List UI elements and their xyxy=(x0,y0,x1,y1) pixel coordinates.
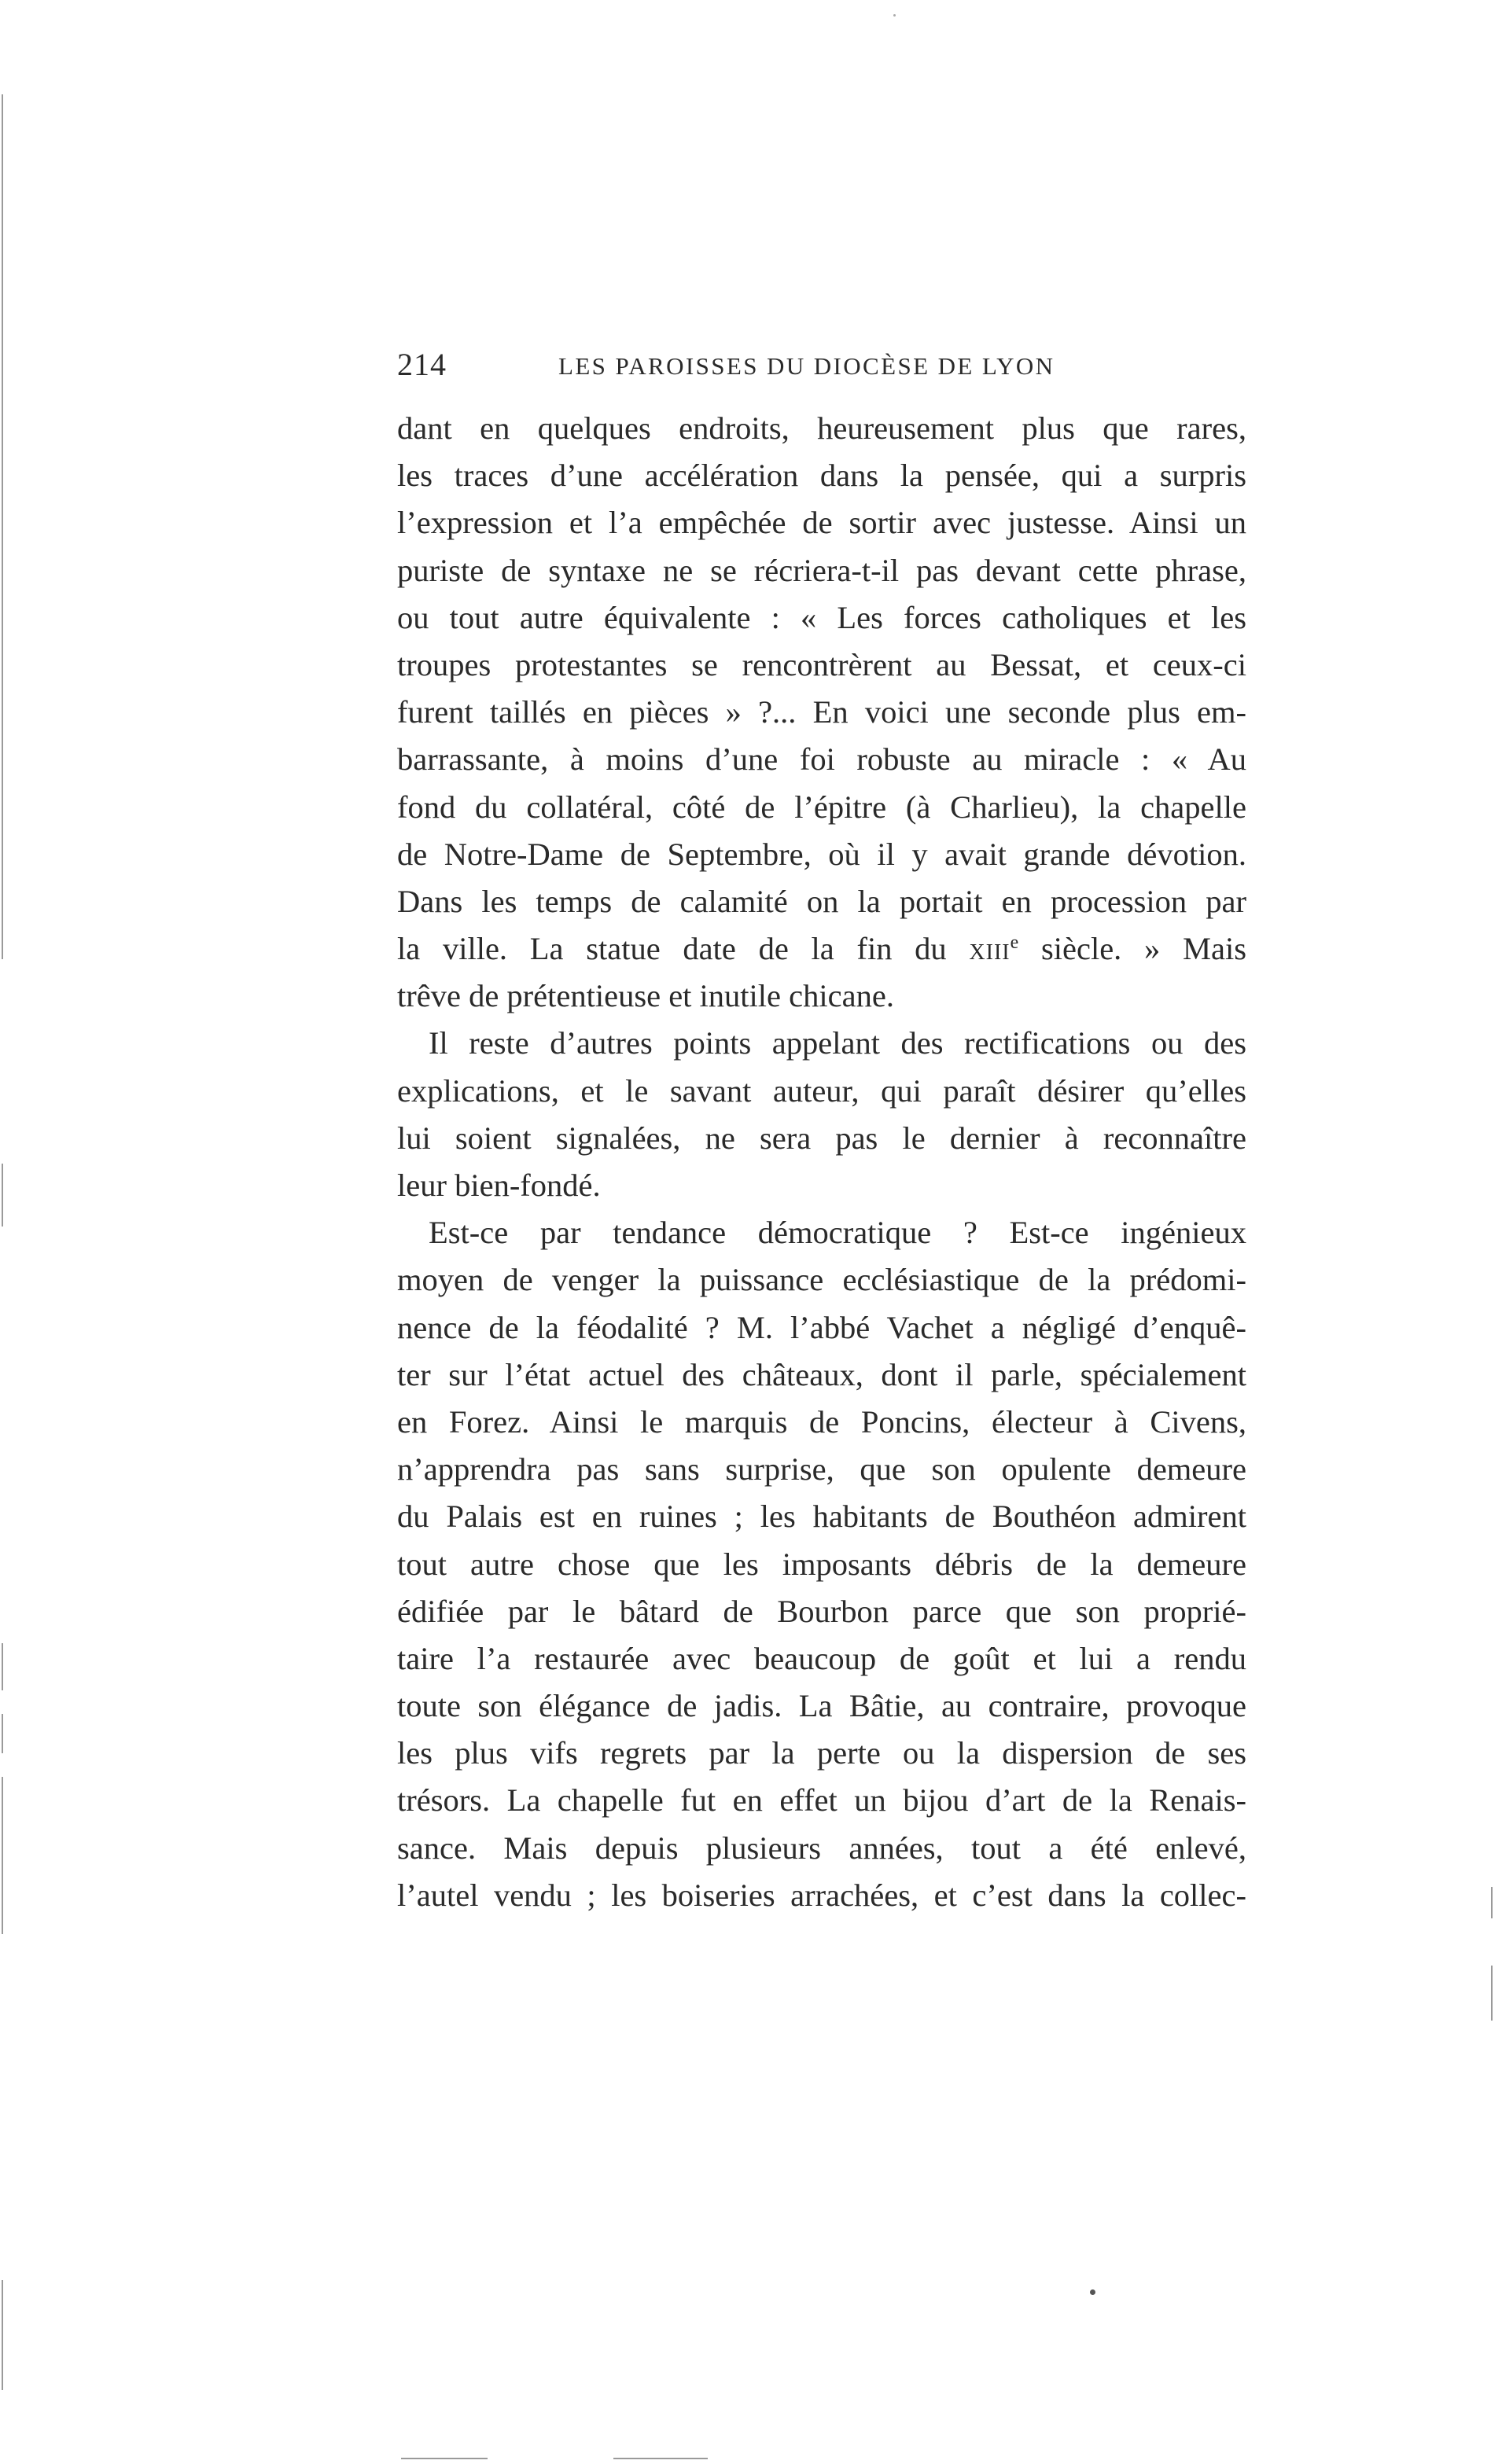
scan-edge-mark xyxy=(613,2458,708,2459)
text-line: troupes protestantes se rencontrèrent au Bessat, et ceux-ci xyxy=(397,646,1246,682)
paragraph-start-line: Est-ce par tendance démocratique ? Est-ce ingénieux xyxy=(429,1215,1246,1251)
text-line: puriste de syntaxe ne se récriera-t-il pas devant cette phrase, xyxy=(397,552,1246,588)
paragraph-start-line: Il reste d’autres points appelant des rectifications ou des xyxy=(429,1025,1246,1061)
text-line: les plus vifs regrets par la perte ou la dispersion de ses xyxy=(397,1735,1246,1771)
text-line: dant en quelques endroits, heureusement plus que rares, xyxy=(397,410,1246,446)
scan-edge-mark xyxy=(401,2458,488,2459)
text-segment: siècle. » Mais xyxy=(1018,931,1246,967)
text-line: Dans les temps de calamité on la portait en procession par xyxy=(397,883,1246,919)
paragraph-end-line: trêve de prétentieuse et inutile chicane. xyxy=(397,978,894,1014)
scan-edge-mark xyxy=(2,1714,3,1753)
text-line: les traces d’une accélération dans la pensée, qui a surpris xyxy=(397,458,1246,494)
text-line: n’apprendra pas sans surprise, que son opulente demeure xyxy=(397,1451,1246,1488)
body-text xyxy=(397,405,1246,1919)
text-line: trésors. La chapelle fut en effet un bijou d’art de la Renais- xyxy=(397,1782,1246,1819)
text-line: ter sur l’état actuel des châteaux, dont il parle, spécialement xyxy=(397,1356,1246,1392)
text-line: l’autel vendu ; les boiseries arrachées, et c’est dans la collec- xyxy=(397,1877,1246,1913)
text-line-century xyxy=(397,925,1246,973)
scan-edge-mark xyxy=(1491,1887,1493,1918)
text-line: fond du collatéral, côté de l’épitre (à Charlieu), la chapelle xyxy=(397,789,1246,825)
text-line: du Palais est en ruines ; les habitants de Bouthéon admirent xyxy=(397,1499,1246,1535)
text-line: barrassante, à moins d’une foi robuste au miracle : « Au xyxy=(397,741,1246,778)
page-header xyxy=(397,346,1246,393)
scan-speck xyxy=(893,14,896,17)
running-head: LES PAROISSES DU DIOCÈSE DE LYON xyxy=(558,352,1055,380)
paragraph-end-line: leur bien-fondé. xyxy=(397,1168,601,1203)
text-line: en Forez. Ainsi le marquis de Poncins, électeur à Civens, xyxy=(397,1403,1246,1440)
text-line: explications, et le savant auteur, qui paraît désirer qu’elles xyxy=(397,1072,1246,1109)
text-line: l’expression et l’a empêchée de sortir avec justesse. Ainsi un xyxy=(397,505,1246,541)
scan-edge-mark xyxy=(2,1777,3,1934)
text-line: moyen de venger la puissance ecclésiastique de la prédomi- xyxy=(397,1262,1246,1298)
text-line: nence de la féodalité ? M. l’abbé Vachet a négligé d’enquê- xyxy=(397,1309,1246,1345)
text-segment: la ville. La statue date de la fin du xyxy=(397,931,970,967)
text-line: ou tout autre équivalente : « Les forces catholiques et les xyxy=(397,599,1246,635)
text-line: tout autre chose que les imposants débris de la demeure xyxy=(397,1546,1246,1582)
text-line: de Notre-Dame de Septembre, où il y avait grande dévotion. xyxy=(397,836,1246,872)
century-numeral: XIII xyxy=(969,940,1011,965)
text-line: taire l’a restaurée avec beaucoup de goût et lui a rendu xyxy=(397,1640,1246,1676)
scan-edge-mark xyxy=(2,1643,3,1690)
text-line: furent taillés en pièces » ?... En voici une seconde plus em- xyxy=(397,694,1246,730)
page-number: 214 xyxy=(397,347,447,382)
text-line: édifiée par le bâtard de Bourbon parce que son proprié- xyxy=(397,1593,1246,1629)
scan-edge-mark xyxy=(2,1164,3,1226)
text-line: toute son élégance de jadis. La Bâtie, au contraire, provoque xyxy=(397,1688,1246,1724)
scan-edge-mark xyxy=(1491,1966,1493,2021)
scan-edge-mark xyxy=(2,2280,3,2390)
scan-edge-mark xyxy=(2,94,3,959)
century-suffix: e xyxy=(1010,932,1019,954)
scan-speck xyxy=(1090,2289,1095,2295)
text-line: sance. Mais depuis plusieurs années, tout a été enlevé, xyxy=(397,1830,1246,1866)
text-line: lui soient signalées, ne sera pas le dernier à reconnaître xyxy=(397,1120,1246,1156)
